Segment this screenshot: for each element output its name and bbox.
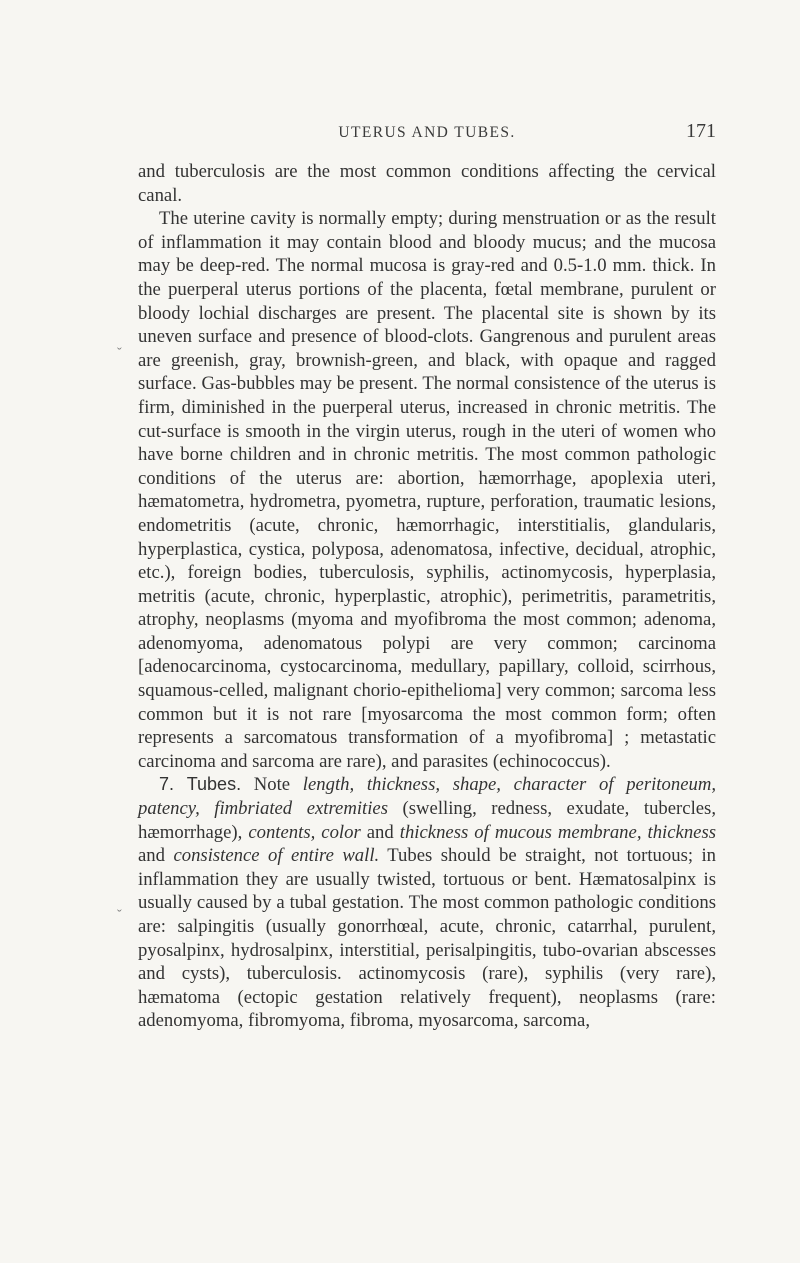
running-title: UTERUS AND TUBES. xyxy=(338,124,516,141)
note-intro: Note xyxy=(253,774,291,796)
section-number: 7. xyxy=(159,774,175,795)
note-roman-1: (swelling, redness, exudate, tubercles, hæmorrhage), xyxy=(138,798,716,843)
body-text xyxy=(138,160,716,1033)
note-and-1: and xyxy=(366,821,394,843)
running-head xyxy=(138,120,716,150)
note-italic-3: thickness of mucous membrane, thickness xyxy=(399,821,717,843)
paragraph-cervical-canal: and tuberculosis are the most common conditions affecting the cervical canal. xyxy=(138,161,716,206)
note-italic-2: contents, color xyxy=(248,821,361,843)
tubes-description: Tubes should be straight, not tortuous; in inflammation they are usually twisted, tortuous or bent. Hæmatosalpinx is usually caused by a tubal gestation. The most common pathologic conditions are: salpingitis (usually gonorrhœal, acute, chronic, catarrhal, purulent, pyosalpinx, hydrosalpinx, interstitial, perisalpingitis, tubo-ovarian abscesses and cysts), tuberculosis. actinomycosis (rare), syphilis (very rare), hæmatoma (ectopic gestation relatively frequent), neoplasms (rare: adenomyoma, fibromyoma, fibroma, myosarcoma, sarcoma, xyxy=(138,845,717,1032)
note-italic-1: length, thickness, shape, character of peritoneum, patency, fimbriated extremities xyxy=(138,774,716,820)
note-and-2: and xyxy=(138,845,165,867)
page-number: 171 xyxy=(686,120,716,142)
section-title: Tubes. xyxy=(186,774,242,795)
note-italic-4: consistence of entire wall. xyxy=(173,845,380,867)
margin-mark: ˇ xyxy=(117,908,122,923)
section-tubes xyxy=(138,773,716,1033)
margin-mark: ˇ xyxy=(117,346,122,361)
paragraph-uterine-cavity: The uterine cavity is normally empty; during menstruation or as the result of inflammation it may contain blood and bloody mucus; and the mucosa may be deep-red. The normal mucosa is gray-red and 0.5-1.0 mm. thick. In the puerperal uterus portions of the placenta, fœtal membrane, purulent or bloody lochial discharges are present. The placental site is shown by its uneven surface and presence of blood-clots. Gangrenous and purulent areas are greenish, gray, brownish-green, and black, with opaque and ragged surface. Gas-bubbles may be present. The normal consistence of the uterus is firm, diminished in the puerperal uterus, increased in chronic metritis. The cut-surface is smooth in the virgin uterus, rough in the uteri of women who have borne children and in chronic metritis. The most common pathologic conditions of the uterus are: abortion, hæmorrhage, apoplexia uteri, hæmatometra, hydrometra, pyometra, rupture, perforation, traumatic lesions, endometritis (acute, chronic, hæmorrhagic, interstitialis, glandularis, hyperplastica, cystica, polyposa, adenomatosa, infective, decidual, atrophic, etc.), foreign bodies, tuberculosis, syphilis, actinomycosis, hyperplasia, metritis (acute, chronic, hyperplastic, atrophic), perimetritis, parametritis, atrophy, neoplasms (myoma and myofibroma the most common; adenoma, adenomyoma, adenomatous polypi are very common; carcinoma [adenocarcinoma, cystocarcinoma, medullary, papillary, colloid, scirrhous, squamous-celled, malignant chorio-epithelioma] very common; sarcoma less common but it is not rare [myosarcoma the most common form; often represents a sarcomatous transformation of a myofibroma] ; metastatic carcinoma and sarcoma are rare), and parasites (echinococcus). xyxy=(138,208,716,772)
